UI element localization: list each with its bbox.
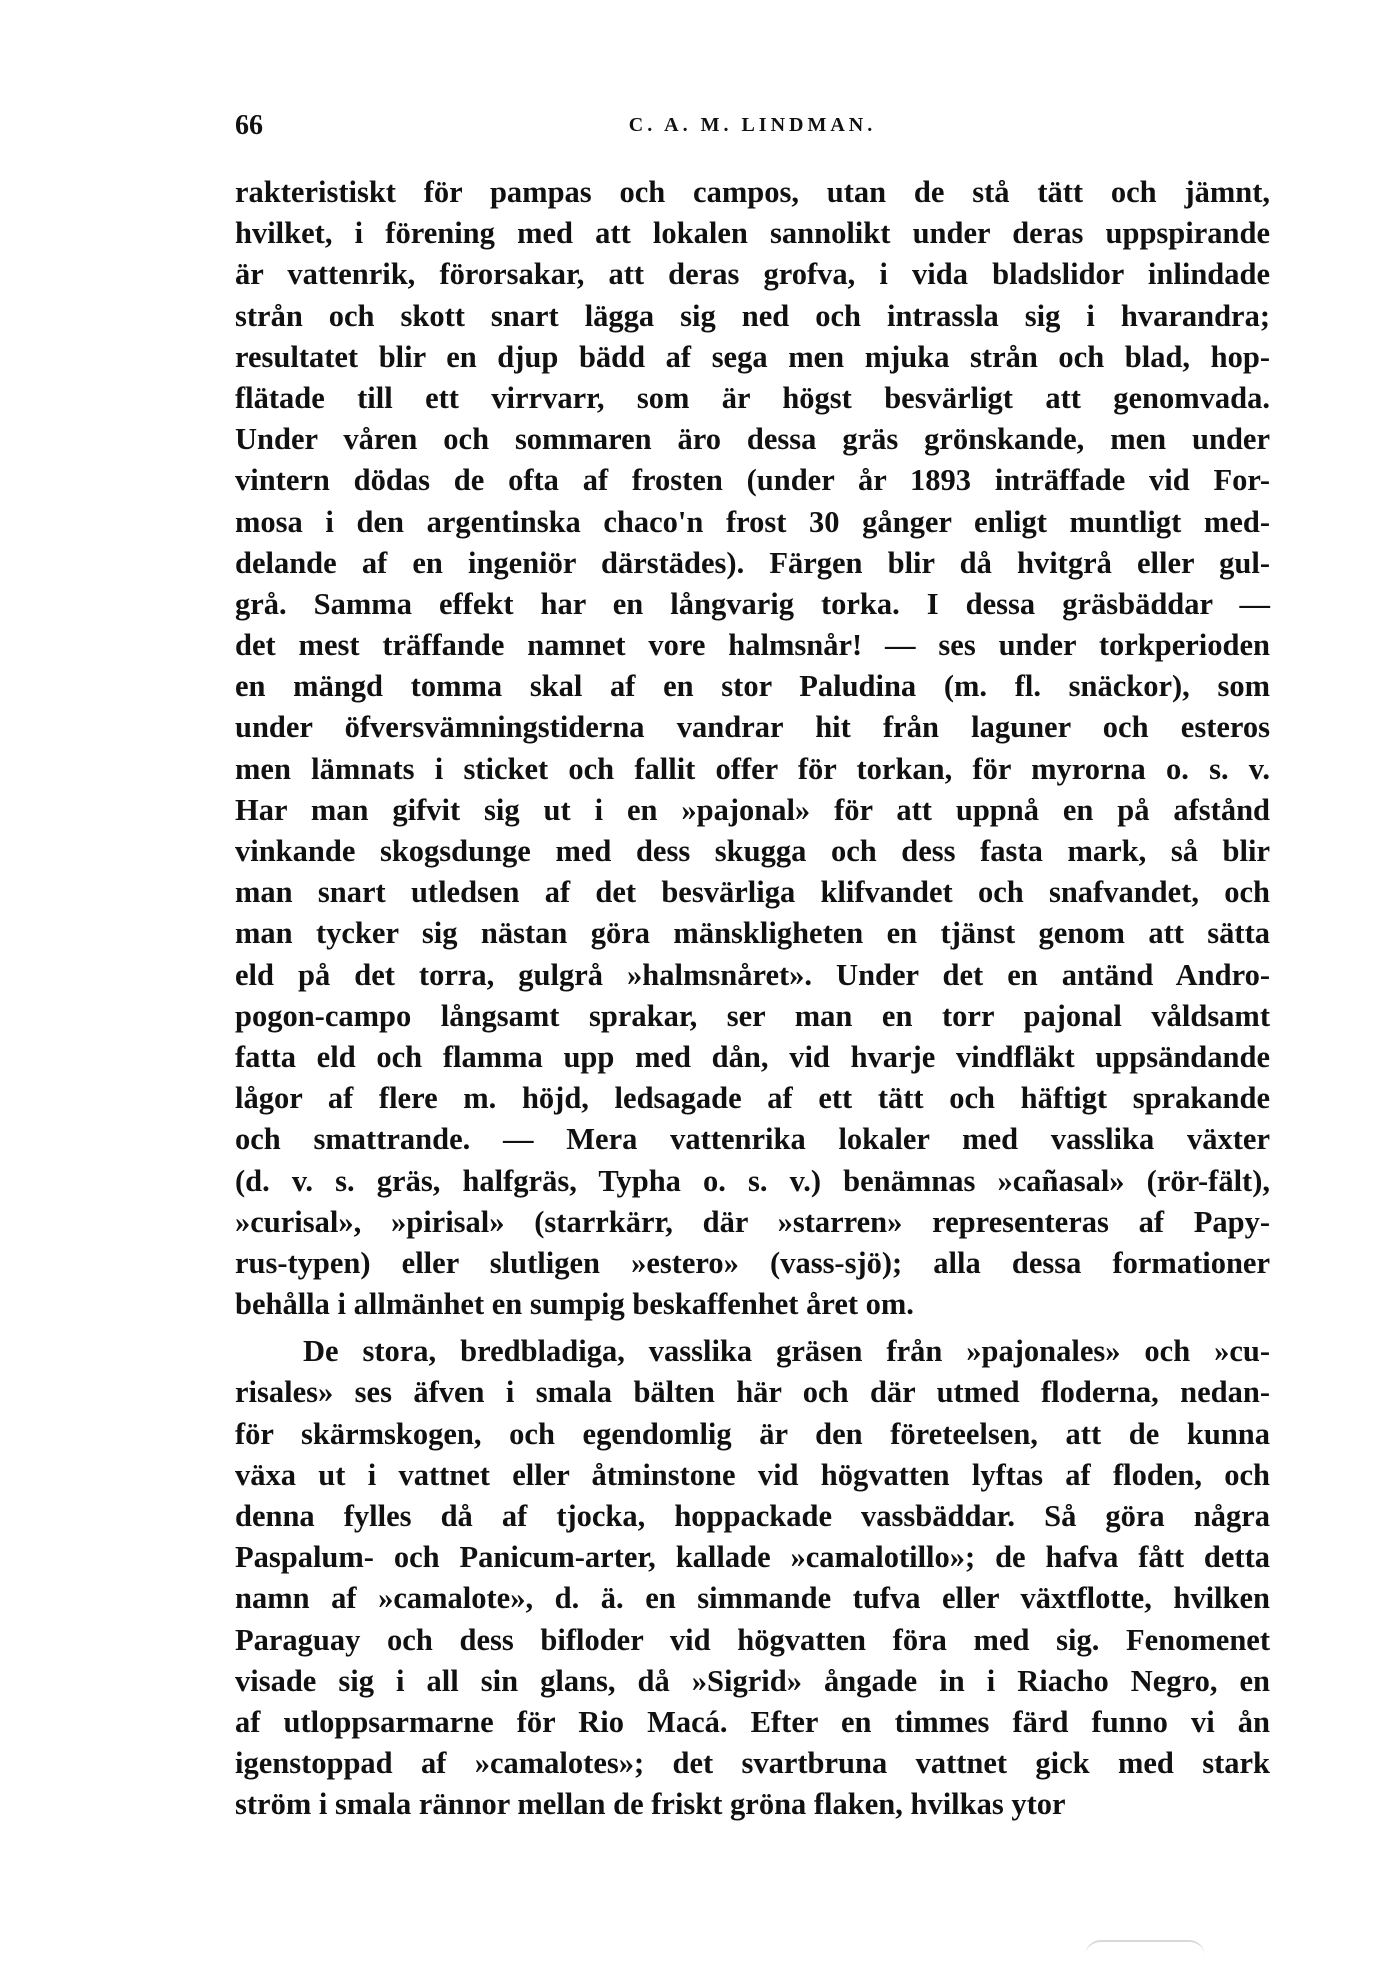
text-line: rus-typen) eller slutligen »estero» (vass-sjö); alla dessa formationer — [235, 1245, 1270, 1280]
text-line: pogon-campo långsamt sprakar, ser man en torr pajonal våldsamt — [235, 998, 1270, 1033]
text-line: delande af en ingeniör därstädes). Färgen blir då hvitgrå eller gul- — [235, 545, 1270, 580]
text-line: man tycker sig nästan göra mänskligheten en tjänst genom att sätta — [235, 916, 1270, 951]
text-line: visade sig i all sin glans, då »Sigrid» ångade in i Riacho Negro, en — [235, 1663, 1270, 1698]
text-line: en mängd tomma skal af en stor Paludina (m. fl. snäckor), som — [235, 669, 1270, 704]
text-line: flätade till ett virrvarr, som är högst besvärligt att genomvada. — [235, 380, 1270, 415]
text-line: grå. Samma effekt har en långvarig torka. I dessa gräsbäddar — — [235, 586, 1270, 621]
paragraph — [235, 1331, 1270, 1825]
text-line: fatta eld och flamma upp med dån, vid hvarje vindfläkt uppsändande — [235, 1039, 1270, 1074]
text-line: resultatet blir en djup bädd af sega men mjuka strån och blad, hop- — [235, 339, 1270, 374]
text-line: vintern dödas de ofta af frosten (under år 1893 inträffade vid For- — [235, 463, 1270, 498]
text-line: det mest träffande namnet vore halmsnår! — ses under torkperioden — [235, 628, 1270, 663]
text-line: denna fylles då af tjocka, hoppackade vassbäddar. Så göra några — [235, 1499, 1270, 1533]
text-line: vinkande skogsdunge med dess skugga och dess fasta mark, så blir — [235, 834, 1270, 868]
text-line: namn af »camalote», d. ä. en simmande tufva eller växtflotte, hvilken — [235, 1581, 1270, 1616]
text-line: för skärmskogen, och egendomlig är den företeelsen, att de kunna — [235, 1416, 1270, 1451]
text-line: och smattrande. — Mera vattenrika lokaler med vasslika växter — [235, 1122, 1270, 1157]
body-text — [235, 172, 1270, 1826]
text-line: igenstoppad af »camalotes»; det svartbruna vattnet gick med stark — [235, 1746, 1270, 1781]
text-line: man snart utledsen af det besvärliga klifvandet och snafvandet, och — [235, 875, 1270, 910]
text-line: rakteristiskt för pampas och campos, utan de stå tätt och jämnt, — [235, 175, 1270, 209]
text-line: strån och skott snart lägga sig ned och intrassla sig i hvarandra; — [235, 298, 1270, 333]
text-line: De stora, bredbladiga, vasslika gräsen från »pajonales» och »cu- — [303, 1334, 1270, 1369]
text-line: Har man gifvit sig ut i en »pajonal» för att uppnå en på afstånd — [235, 792, 1270, 827]
text-line: under öfversvämningstiderna vandrar hit från laguner och esteros — [235, 710, 1270, 745]
page-crease-mark — [1085, 1940, 1205, 1956]
text-line: behålla i allmänhet en sumpig beskaffenhet året om. — [235, 1287, 914, 1322]
running-head: C. A. M. LINDMAN. — [628, 114, 877, 136]
text-line: eld på det torra, gulgrå »halmsnåret». Under det en antänd Andro- — [235, 957, 1270, 992]
text-line: lågor af flere m. höjd, ledsagade af ett tätt och häftigt sprakande — [235, 1081, 1270, 1116]
text-line: risales» ses äfven i smala bälten här och där utmed floderna, nedan- — [235, 1375, 1270, 1410]
text-line: ström i smala rännor mellan de friskt gröna flaken, hvilkas ytor — [235, 1787, 1066, 1822]
text-line: (d. v. s. gräs, halfgräs, Typha o. s. v.) benämnas »cañasal» (rör-fält), — [235, 1163, 1270, 1198]
page-number: 66 — [235, 110, 263, 141]
paragraph — [235, 172, 1270, 1325]
text-line: Paraguay och dess bifloder vid högvatten föra med sig. Fenomenet — [235, 1622, 1270, 1657]
text-line: »curisal», »pirisal» (starrkärr, där »starren» representeras af Papy- — [235, 1204, 1270, 1239]
text-line: men lämnats i sticket och fallit offer för torkan, för myrorna o. s. v. — [235, 751, 1270, 786]
page-header — [235, 110, 1270, 150]
text-line: Paspalum- och Panicum-arter, kallade »camalotillo»; de hafva fått detta — [235, 1540, 1270, 1575]
text-line: mosa i den argentinska chaco'n frost 30 gånger enligt muntligt med- — [235, 504, 1270, 539]
text-line: Under våren och sommaren äro dessa gräs grönskande, men under — [235, 422, 1270, 457]
text-line: växa ut i vattnet eller åtminstone vid högvatten lyftas af floden, och — [235, 1457, 1270, 1492]
text-line: är vattenrik, förorsakar, att deras grofva, i vida bladslidor inlindade — [235, 257, 1270, 292]
text-line: af utloppsarmarne för Rio Macá. Efter en timmes färd funno vi ån — [235, 1704, 1270, 1739]
text-line: hvilket, i förening med att lokalen sannolikt under deras uppspirande — [235, 216, 1270, 251]
